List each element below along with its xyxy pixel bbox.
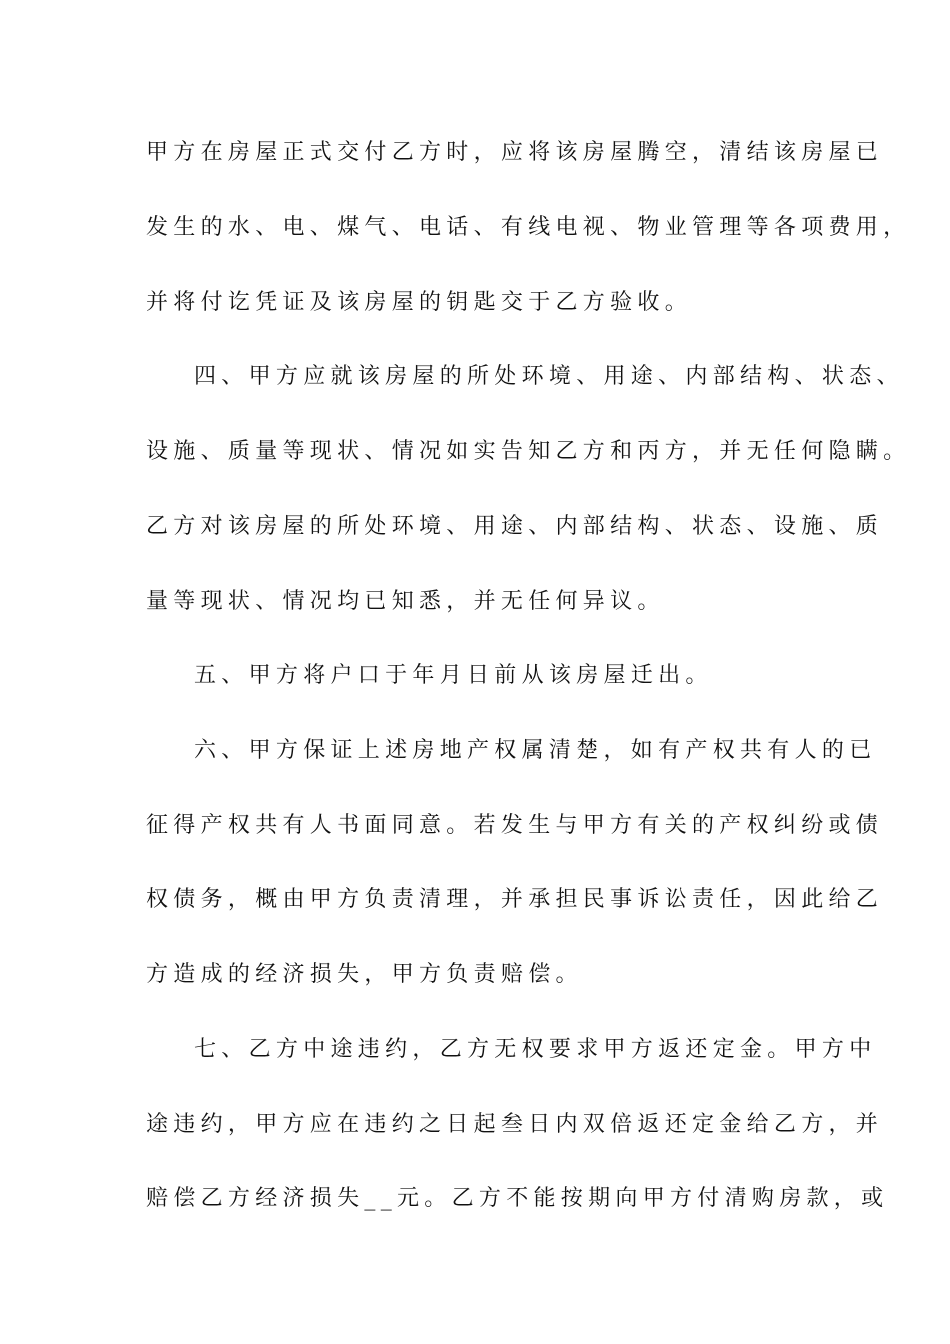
text-line: 权债务，概由甲方负责清理，并承担民事诉讼责任，因此给乙 xyxy=(146,887,884,912)
text-line: 征得产权共有人书面同意。若发生与甲方有关的产权纠纷或债 xyxy=(146,813,884,838)
text-line: 设施、质量等现状、情况如实告知乙方和丙方，并无任何隐瞒。 xyxy=(146,439,911,464)
text-line: 甲方在房屋正式交付乙方时，应将该房屋腾空，清结该房屋已 xyxy=(146,140,884,165)
paragraph-4-first-line: 四、甲方应就该房屋的所处环境、用途、内部结构、状态、 xyxy=(194,364,904,389)
text-line: 方造成的经济损失，甲方负责赔偿。 xyxy=(146,962,583,987)
paragraph-7-first-line: 七、乙方中途违约，乙方无权要求甲方返还定金。甲方中 xyxy=(194,1037,877,1062)
text-line: 发生的水、电、煤气、电话、有线电视、物业管理等各项费用， xyxy=(146,215,911,240)
text-line: 赔偿乙方经济损失__元。乙方不能按期向甲方付清购房款，或 xyxy=(146,1186,889,1211)
text-line: 乙方对该房屋的所处环境、用途、内部结构、状态、设施、质 xyxy=(146,514,884,539)
paragraph-5-first-line: 五、甲方将户口于年月日前从该房屋迁出。 xyxy=(194,663,713,688)
text-line: 量等现状、情况均已知悉，并无任何异议。 xyxy=(146,589,665,614)
paragraph-6-first-line: 六、甲方保证上述房地产权属清楚，如有产权共有人的已 xyxy=(194,738,877,763)
text-line: 并将付讫凭证及该房屋的钥匙交于乙方验收。 xyxy=(146,290,693,315)
text-line: 途违约，甲方应在违约之日起叁日内双倍返还定金给乙方，并 xyxy=(146,1112,884,1137)
